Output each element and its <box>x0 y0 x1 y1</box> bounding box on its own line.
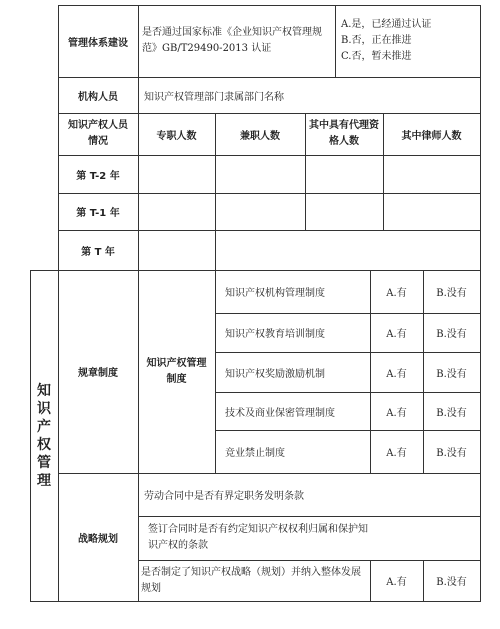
option-no[interactable]: B.没有 <box>436 288 467 299</box>
rule-item: 知识产权机构管理制度 <box>225 288 325 299</box>
option-yes[interactable]: A.有 <box>386 577 407 588</box>
management-system-label: 管理体系建设 <box>68 37 128 49</box>
option-yes[interactable]: A.有 <box>386 329 407 340</box>
grid-line <box>30 601 480 602</box>
rule-item: 技术及商业保密管理制度 <box>225 407 335 419</box>
input-cell[interactable] <box>138 155 215 193</box>
ip-survey-form <box>30 5 480 602</box>
certification-question: 是否通过国家标准《企业知识产权管理规范》GB/T29490-2013 认证 <box>142 27 322 54</box>
input-cell[interactable] <box>383 193 480 230</box>
ip-management-rules-label: 知识产权管理制度 <box>146 357 207 385</box>
option-no[interactable]: B.没有 <box>436 329 467 340</box>
strategy-item: 签订合同时是否有约定知识产权权利归属和保护知识产权的条款 <box>148 524 368 551</box>
input-cell[interactable] <box>138 193 215 230</box>
grid-line <box>480 5 481 602</box>
rules-label: 规章制度 <box>78 368 118 379</box>
option-yes[interactable]: A.有 <box>386 288 407 299</box>
option-yes[interactable]: A.有 <box>386 407 407 419</box>
strategy-label: 战略规划 <box>78 533 118 545</box>
year-t-minus-2: 第 T-2 年 <box>76 170 120 182</box>
strategy-item: 是否制定了知识产权战略（规划）并纳入整体发展规划 <box>141 566 361 594</box>
option-no[interactable]: B.没有 <box>436 368 467 380</box>
rule-item: 知识产权奖励激励机制 <box>225 368 325 380</box>
staff-header-label: 知识产权人员情况 <box>68 120 128 147</box>
rule-item: 竞业禁止制度 <box>225 448 285 459</box>
col-lawyers: 其中律师人数 <box>401 130 462 142</box>
option-yes[interactable]: A.有 <box>386 368 407 380</box>
option-no[interactable]: B.没有 <box>436 448 467 459</box>
certification-options <box>335 5 480 77</box>
col-parttime: 兼职人数 <box>240 130 280 142</box>
input-cell[interactable] <box>215 193 305 230</box>
option-yes[interactable]: A.有 <box>386 448 407 459</box>
input-cell[interactable] <box>383 155 480 193</box>
input-cell[interactable] <box>305 155 383 193</box>
option-no[interactable]: B.没有 <box>436 577 467 588</box>
institution-label: 机构人员 <box>78 91 118 103</box>
input-cell[interactable] <box>138 230 480 270</box>
option-no[interactable]: B.没有 <box>436 407 467 419</box>
ip-management-section-label: 知 识 产 权 管 理 <box>37 383 51 489</box>
option-certified[interactable]: A.是，已经通过认证 <box>341 19 432 30</box>
col-agent-qualified: 其中具有代理资格人数 <box>309 120 379 147</box>
year-t: 第 T 年 <box>81 246 115 258</box>
department-name-field[interactable]: 知识产权管理部门隶属部门名称 <box>144 91 284 103</box>
option-not-started[interactable]: C.否，暂未推进 <box>341 51 412 62</box>
col-fulltime: 专职人数 <box>156 130 197 142</box>
option-in-progress[interactable]: B.否，正在推进 <box>341 35 412 46</box>
input-cell[interactable] <box>305 193 383 230</box>
strategy-item: 劳动合同中是否有界定职务发明条款 <box>144 491 304 502</box>
rule-item: 知识产权教育培训制度 <box>225 329 325 340</box>
input-cell[interactable] <box>215 155 305 193</box>
year-t-minus-1: 第 T-1 年 <box>76 208 120 219</box>
